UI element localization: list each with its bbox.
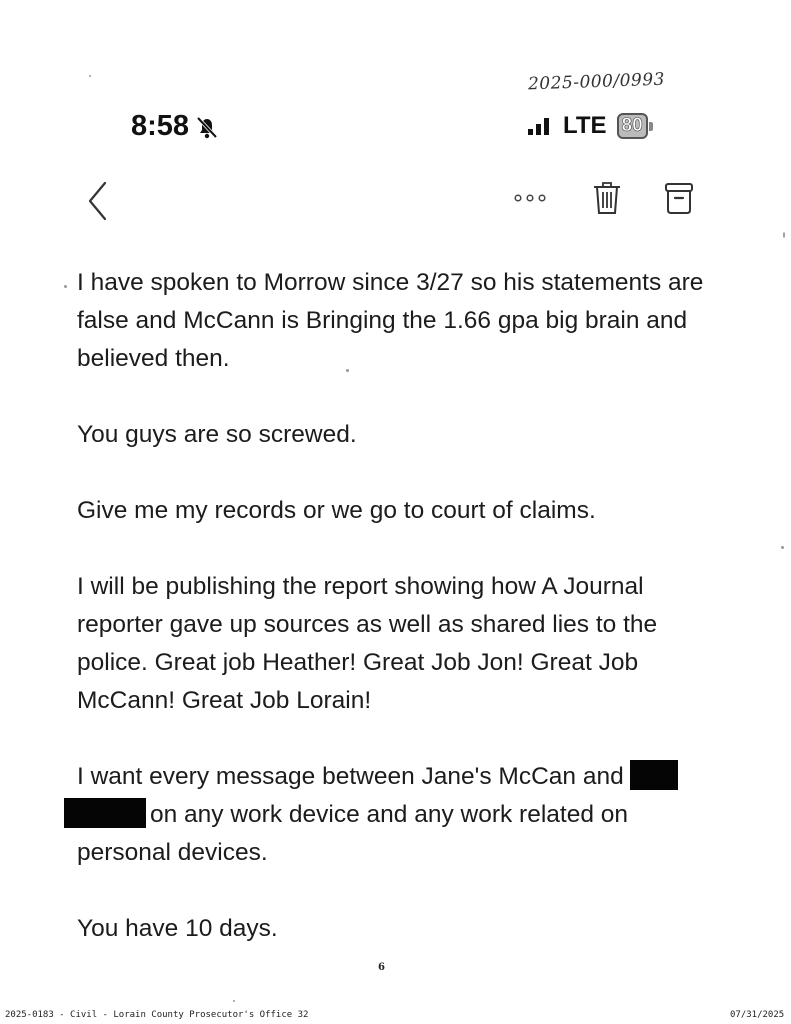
archive-box-icon[interactable] bbox=[664, 181, 694, 215]
battery-indicator bbox=[617, 113, 653, 139]
handwritten-record-number: 2025-000/0993 bbox=[527, 69, 666, 95]
chevron-left-icon[interactable] bbox=[86, 180, 108, 222]
scan-speck bbox=[233, 1000, 235, 1002]
battery-level: 80 bbox=[617, 113, 648, 139]
deadline-paragraph: You have 10 days. bbox=[77, 915, 278, 942]
redaction-box bbox=[64, 798, 146, 828]
status-indicators bbox=[527, 112, 653, 140]
scan-speck bbox=[783, 232, 785, 238]
trash-icon[interactable] bbox=[592, 180, 622, 216]
records-request-text-start: I want every message between Jane's McCan and bbox=[77, 763, 624, 790]
scan-speck bbox=[781, 546, 784, 549]
message-paragraph: I will be publishing the report showing how A Journal reporter gave up sources as well as shared lies to the police. Great job Heather! Great Job Jon! Great Job McCann! Great Job Lorain! bbox=[77, 573, 658, 714]
network-type: LTE bbox=[563, 112, 607, 139]
message-paragraph: I have spoken to Morrow since 3/27 so his statements are false and McCann is Bringing the 1.66 gpa big brain and believed then. bbox=[77, 269, 704, 372]
ellipsis-icon[interactable] bbox=[512, 192, 548, 204]
message-paragraph: Give me my records or we go to court of claims. bbox=[77, 497, 596, 524]
battery-tip bbox=[649, 122, 653, 131]
scan-speck bbox=[64, 285, 67, 288]
scan-speck bbox=[89, 75, 91, 77]
redaction-box bbox=[630, 760, 678, 790]
records-request-paragraph bbox=[77, 758, 717, 872]
records-request-text-end: on any work device and any work related on personal devices. bbox=[77, 801, 629, 866]
message-paragraph: You guys are so screwed. bbox=[77, 421, 357, 448]
scan-speck bbox=[346, 369, 349, 372]
bell-slash-icon bbox=[193, 113, 221, 141]
footer-case-info: 2025-0183 - Civil - Lorain County Prosecutor's Office 32 bbox=[5, 1010, 309, 1020]
status-time-group bbox=[131, 110, 221, 143]
status-time: 8:58 bbox=[131, 110, 190, 142]
cellular-signal-icon bbox=[527, 115, 553, 137]
message-body bbox=[77, 264, 717, 986]
page-number: 6 bbox=[378, 962, 385, 973]
footer-date: 07/31/2025 bbox=[730, 1010, 785, 1020]
